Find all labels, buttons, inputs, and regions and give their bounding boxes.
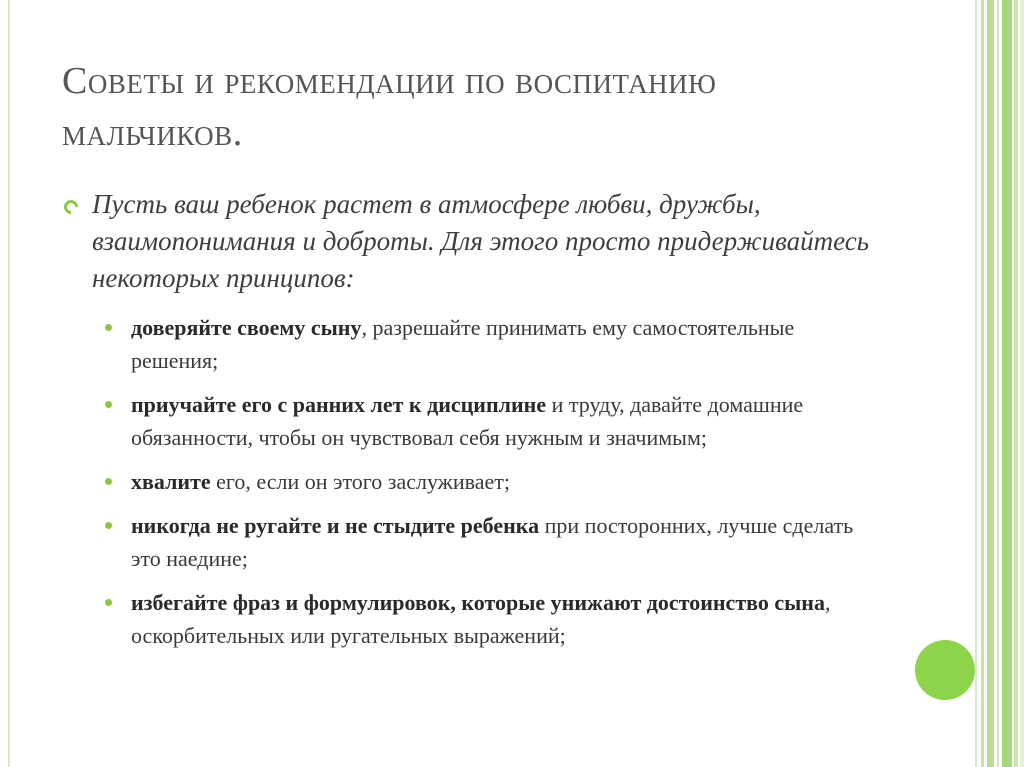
decor-stripe	[1002, 0, 1012, 767]
bullet-icon	[105, 478, 112, 485]
item-bold-text: приучайте его с ранних лет к дисциплине	[131, 392, 547, 417]
bullet-icon	[105, 599, 112, 606]
item-text: , разрешайте принимать ему самостоятельные решения;	[131, 315, 795, 373]
bullet-icon	[105, 324, 112, 331]
list-item	[60, 465, 880, 498]
item-bold-text: доверяйте своему сыну	[131, 315, 362, 340]
item-text: при посторонних, лучше сделать это наедине;	[131, 513, 854, 571]
bullet-icon	[105, 401, 112, 408]
slide-title: Советы и рекомендации по воспитанию мальчиков.	[62, 60, 717, 154]
intro-paragraph	[60, 186, 880, 297]
intro-bullet-icon	[61, 197, 81, 217]
decor-stripe	[1020, 0, 1024, 767]
recommendations-list	[60, 311, 880, 652]
item-text: и труду, давайте домашние обязанности, чтобы он чувствовал себя нужным и значимым;	[131, 392, 804, 450]
item-bold-text: хвалите	[131, 469, 211, 494]
intro-text: Пусть ваш ребенок растет в атмосфере любви, дружбы, взаимопонимания и доброты. Для этого просто придерживайтесь некоторых принципов:	[92, 189, 870, 293]
decor-stripe	[997, 0, 999, 767]
list-item	[60, 586, 880, 652]
decor-stripe	[987, 0, 994, 767]
item-text: его, если он этого заслуживает;	[210, 469, 510, 494]
item-text: , оскорбительных или ругательных выражений;	[131, 590, 831, 648]
decor-stripe	[981, 0, 984, 767]
decor-circle	[915, 640, 975, 700]
item-bold-text: никогда не ругайте и не стыдите ребенка	[131, 513, 540, 538]
bullet-icon	[105, 522, 112, 529]
item-bold-text: избегайте фраз и формулировок, которые унижают достоинство сына	[131, 590, 825, 615]
list-item	[60, 311, 880, 377]
decor-stripe	[1014, 0, 1018, 767]
slide-content	[60, 186, 880, 663]
list-item	[60, 388, 880, 454]
list-item	[60, 509, 880, 575]
